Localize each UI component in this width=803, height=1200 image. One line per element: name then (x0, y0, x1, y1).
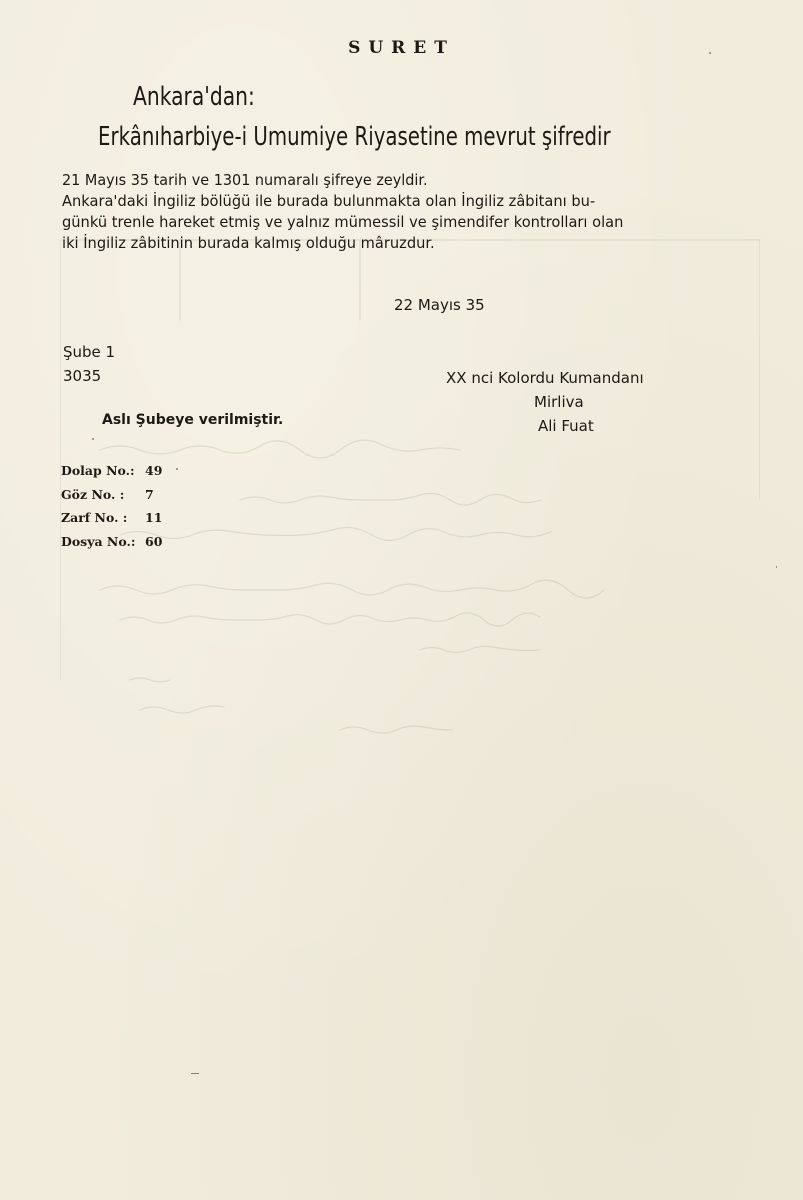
archive-value: 60 (145, 533, 163, 549)
branch-line: Şube 1 (63, 343, 116, 361)
archive-label: Dolap No.: (61, 463, 135, 478)
signature-title: XX nci Kolordu Kumandanı (446, 369, 644, 387)
archive-reference (61, 459, 162, 553)
paper-speck (191, 1073, 199, 1074)
document-date: 22 Mayıs 35 (394, 296, 485, 314)
paper-speck (176, 468, 178, 470)
branch-block (63, 340, 115, 388)
body-line: Ankara'daki İngiliz bölüğü ile burada bulunmakta olan İngiliz zâbitanı bu- (62, 192, 596, 210)
archive-value: 49 (145, 463, 163, 478)
paper-speck (709, 52, 711, 54)
archive-row (61, 530, 162, 554)
body-line: iki İngiliz zâbitinin burada kalmış olduğu mâruzdur. (62, 234, 435, 252)
bleed-through-handwriting (60, 200, 760, 760)
archive-row (61, 483, 162, 507)
subject-line: Erkânıharbiye-i Umumiye Riyasetine mevrut şifredir (98, 122, 611, 152)
body-line: günkü trenle hareket etmiş ve yalnız mümessil ve şimendifer kontrolları olan (62, 213, 624, 231)
signature-rank: Mirliva (534, 393, 584, 411)
body-line: 21 Mayıs 35 tarih ve 1301 numaralı şifreye zeyldir. (62, 171, 428, 189)
archive-value: 7 (145, 486, 154, 502)
archive-row (61, 459, 162, 483)
document-header: SURET (348, 38, 455, 58)
body-text (62, 170, 762, 254)
archive-label: Dosya No.: (61, 533, 136, 549)
archive-row (61, 506, 162, 530)
signature-name: Ali Fuat (538, 417, 594, 435)
archive-label: Göz No. : (61, 486, 125, 502)
original-note: Aslı Şubeye verilmiştir. (102, 412, 284, 428)
branch-number: 3035 (63, 367, 102, 385)
paper-speck (92, 438, 94, 440)
archive-value: 11 (145, 510, 163, 525)
archive-label: Zarf No. : (61, 510, 128, 525)
paper-speck (776, 566, 777, 568)
from-line: Ankara'dan: (133, 82, 255, 112)
signature-block (446, 366, 644, 438)
